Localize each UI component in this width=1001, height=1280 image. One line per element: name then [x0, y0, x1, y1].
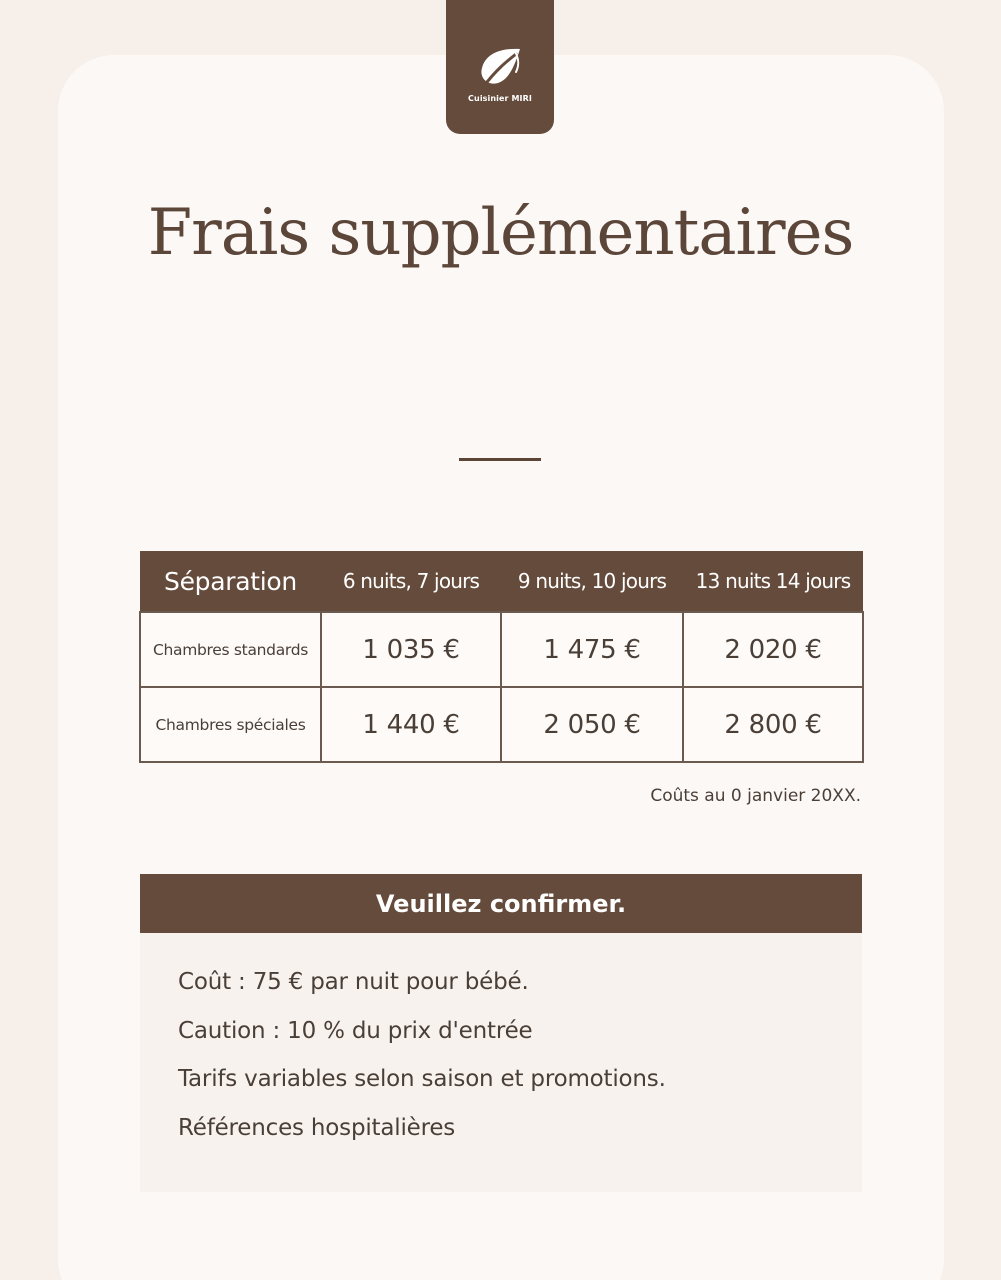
cost-date-note: Coûts au 0 janvier 20XX.: [650, 786, 861, 806]
info-item: Références hospitalières: [178, 1114, 456, 1141]
price-cell: 1 475 €: [501, 612, 683, 687]
info-item: Tarifs variables selon saison et promotions.: [178, 1066, 666, 1092]
brand-name: Cuisinier MIRI: [468, 94, 532, 103]
column-header: 6 nuits, 7 jours: [321, 551, 501, 612]
price-table: [139, 551, 864, 763]
table-row: [140, 687, 863, 762]
column-header: 13 nuits 14 jours: [683, 551, 863, 612]
table-header-row: [140, 551, 863, 612]
price-cell: 1 440 €: [321, 687, 501, 762]
column-header: 9 nuits, 10 jours: [501, 551, 683, 612]
row-label: Chambres standards: [140, 612, 321, 687]
price-cell: 2 050 €: [501, 687, 683, 762]
info-item: Caution : 10 % du prix d'entrée: [178, 1017, 533, 1044]
price-cell: 2 020 €: [683, 612, 863, 687]
page-title: Frais supplémentaires: [147, 196, 854, 270]
column-header: Séparation: [140, 551, 321, 612]
leaf-icon: [476, 46, 524, 88]
row-label: Chambres spéciales: [140, 687, 321, 762]
brand-logo: [446, 0, 554, 134]
title-divider: [459, 458, 541, 461]
info-item: Coût : 75 € par nuit pour bébé.: [178, 969, 529, 995]
price-cell: 1 035 €: [321, 612, 501, 687]
table-row: [140, 612, 863, 687]
confirm-info-box: [140, 933, 862, 1192]
price-cell: 2 800 €: [683, 687, 863, 762]
confirm-heading: Veuillez confirmer.: [140, 874, 862, 933]
